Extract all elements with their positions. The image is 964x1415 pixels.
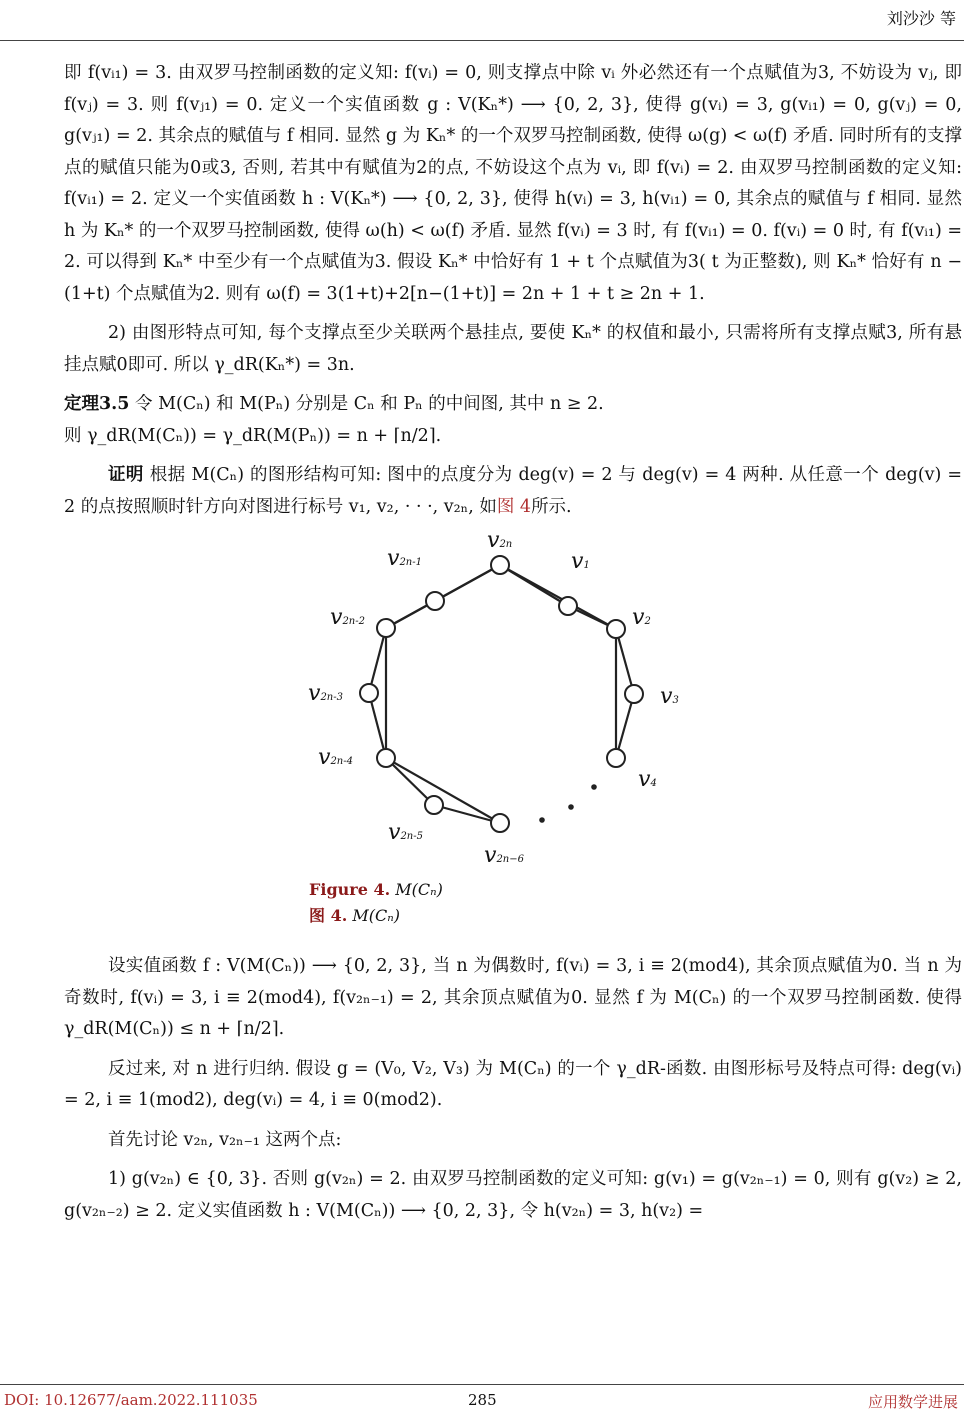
label-v2n-1: v2n-1 bbox=[387, 546, 422, 571]
label-v2n-3: v2n-3 bbox=[308, 681, 343, 706]
edge-v2n-v2n-1 bbox=[435, 565, 500, 601]
page-number: 285 bbox=[468, 1391, 497, 1409]
vertex-v3 bbox=[625, 685, 643, 703]
vertex-v2n-4 bbox=[377, 749, 395, 767]
figure-caption-zh bbox=[309, 905, 400, 927]
page-body bbox=[64, 58, 962, 1227]
edge-v2n-2-v2n-3 bbox=[369, 628, 386, 693]
vertex-v2n-6 bbox=[491, 814, 509, 832]
edge-v2n-4-v2n-6 bbox=[386, 758, 500, 823]
theorem-label: 定理3.5 bbox=[64, 394, 130, 414]
paragraph-5: 首先讨论 v₂ₙ, v₂ₙ₋₁ 这两个点: bbox=[108, 1129, 342, 1150]
paragraph-4: 反过来, 对 n 进行归纳. 假设 g = (V₀, V₂, V₃) 为 M(Cₙ) 的一个 γ_dR-函数. 由图形标号及特点可得: deg(vᵢ) = 2, i ≡ 1(mod2), deg(vᵢ) = 4, i ≡ 0(mod2). bbox=[64, 1058, 962, 1110]
edge-v2-v3 bbox=[616, 629, 634, 694]
journal-name[interactable]: 应用数学进展 bbox=[867, 1393, 958, 1411]
doi-link[interactable]: DOI: 10.12677/aam.2022.111035 bbox=[4, 1391, 258, 1409]
graph-m-cn bbox=[64, 523, 962, 943]
vertex-v2n-1 bbox=[426, 592, 444, 610]
vertex-v2 bbox=[607, 620, 625, 638]
label-v2n-6: v2n−6 bbox=[484, 843, 524, 868]
label-v2n-4: v2n-4 bbox=[318, 745, 353, 770]
vertex-v1 bbox=[559, 597, 577, 615]
running-head-authors: 刘沙沙 等 bbox=[886, 9, 956, 28]
vertex-v2n-5 bbox=[425, 796, 443, 814]
label-v1: v1 bbox=[571, 549, 590, 574]
paragraph-2: 2) 由图形特点可知, 每个支撑点至少关联两个悬挂点, 要使 Kₙ* 的权值和最小, 只需将所有支撑点赋3, 所有悬挂点赋0即可. 所以 γ_dR(Kₙ*) = 3n. bbox=[64, 323, 962, 375]
proof-label: 证明 bbox=[108, 465, 144, 485]
edge-v2n-3-v2n-4 bbox=[369, 693, 386, 758]
proof-text: 根据 M(Cₙ) 的图形结构可知: 图中的点度分为 deg(v) = 2 与 deg(v) = 4 两种. 从任意一个 deg(v) = 2 的点按照顺时针方向对图进行标号 v₁, v₂, · · ·, v₂ₙ, 如 bbox=[64, 465, 963, 517]
label-v4: v4 bbox=[638, 767, 657, 792]
figure-4-link[interactable]: 图 4 bbox=[496, 496, 532, 517]
label-v2n: v2n bbox=[487, 528, 513, 553]
edge-v2n-5-v2n-6 bbox=[434, 805, 500, 823]
page-header bbox=[0, 0, 964, 41]
label-v2n-2: v2n-2 bbox=[330, 605, 365, 630]
theorem-3-5 bbox=[64, 389, 962, 421]
caption-en-label: Figure 4. bbox=[309, 880, 391, 899]
figure-4 bbox=[64, 523, 962, 943]
paragraph-6: 1) g(v₂ₙ) ∈ {0, 3}. 否则 g(v₂ₙ) = 2. 由双罗马控制函数的定义可知: g(v₁) = g(v₂ₙ₋₁) = 0, 则有 g(v₂) ≥ 2, g(v₂ₙ₋₂) ≥ 2. 定义实值函数 h : V(M(Cₙ)) ⟶ {0, 2, 3}, 令 h(v₂ₙ) = 3, h(v₂) = bbox=[64, 1169, 962, 1221]
proof-paragraph bbox=[64, 460, 962, 523]
paragraph-3: 设实值函数 f : V(M(Cₙ)) ⟶ {0, 2, 3}, 当 n 为偶数时, f(vᵢ) = 3, i ≡ 2(mod4), 其余顶点赋值为0. 当 n 为奇数时, f(vᵢ) = 3, i ≡ 2(mod4), f(v₂ₙ₋₁) = 2, 其余顶点赋值为0. 显然 f 为 M(Cₙ) 的一个双罗马控制函数. 使得 γ_dR(M(Cₙ)) ≤ n + ⌈n/2⌉. bbox=[64, 956, 962, 1039]
theorem-statement: 令 M(Cₙ) 和 M(Pₙ) 分别是 Cₙ 和 Pₙ 的中间图, 其中 n ≥ 2. bbox=[129, 394, 604, 414]
label-v2: v2 bbox=[632, 605, 651, 630]
vertex-v2n-2 bbox=[377, 619, 395, 637]
paragraph-1: 即 f(vᵢ₁) = 3. 由双罗马控制函数的定义知: f(vᵢ) = 0, 则支撑点中除 vᵢ 外必然还有一个点赋值为3, 不妨设为 vⱼ, 即 f(vⱼ) = 3. 则 f(vⱼ₁) = 0. 定义一个实值函数 g : V(Kₙ*) ⟶ {0, 2, 3}, 使得 g(vᵢ) = 3, g(vᵢ₁) = 0, g(vⱼ) = 0, g(vⱼ₁) = 2. 其余点的赋值与 f 相同. 显然 g 为 Kₙ* 的一个双罗马控制函数, 使得 ω(g) < ω(f) 矛盾. 同时所有的支撑点的赋值只能为0或3, 否则, 若其中有赋值为2的点, 不妨设这个点为 vᵢ, 即 f(vᵢ) = 2. 由双罗马控制函数的定义知: f(vᵢ₁) = 2. 定义一个实值函数 h : V(Kₙ*) ⟶ {0, 2, 3}, 使得 h(vᵢ) = 3, h(vᵢ₁) = 0, 其余点的赋值与 f 相同. 显然 h 为 Kₙ* 的一个双罗马控制函数, 使得 ω(h) < ω(f) 矛盾. 显然 f(vᵢ) = 3 时, 有 f(vᵢ₁) = 0. f(vᵢ) = 0 时, 有 f(vᵢ₁) = 2. 可以得到 Kₙ* 中至少有一个点赋值为3. 假设 Kₙ* 中恰好有 1 + t 个点赋值为3( t 为正整数), 则 Kₙ* 恰好有 n − (1+t) 个点赋值为2. 则有 ω(f) = 3(1+t)+2[n−(1+t)] = 2n + 1 + t ≥ 2n + 1. bbox=[64, 63, 962, 304]
caption-zh-text: M(Cₙ) bbox=[352, 906, 400, 925]
vertex-v2n-3 bbox=[360, 684, 378, 702]
vertex-v2n bbox=[491, 556, 509, 574]
proof-tail: 所示. bbox=[531, 496, 572, 517]
page-footer bbox=[0, 1384, 964, 1415]
label-v2n-5: v2n-5 bbox=[388, 820, 423, 845]
figure-caption-en bbox=[309, 879, 443, 901]
caption-en-text: M(Cₙ) bbox=[395, 880, 443, 899]
caption-zh-label: 图 4. bbox=[309, 906, 348, 925]
vertex-v4 bbox=[607, 749, 625, 767]
ellipsis-dot bbox=[568, 804, 574, 810]
theorem-3-5-conclusion: 则 γ_dR(M(Cₙ)) = γ_dR(M(Pₙ)) = n + ⌈n/2⌉. bbox=[64, 425, 442, 446]
edge-v2n-v1 bbox=[500, 565, 568, 606]
ellipsis-dot bbox=[591, 784, 597, 790]
ellipsis-dot bbox=[539, 817, 545, 823]
label-v3: v3 bbox=[660, 684, 679, 709]
